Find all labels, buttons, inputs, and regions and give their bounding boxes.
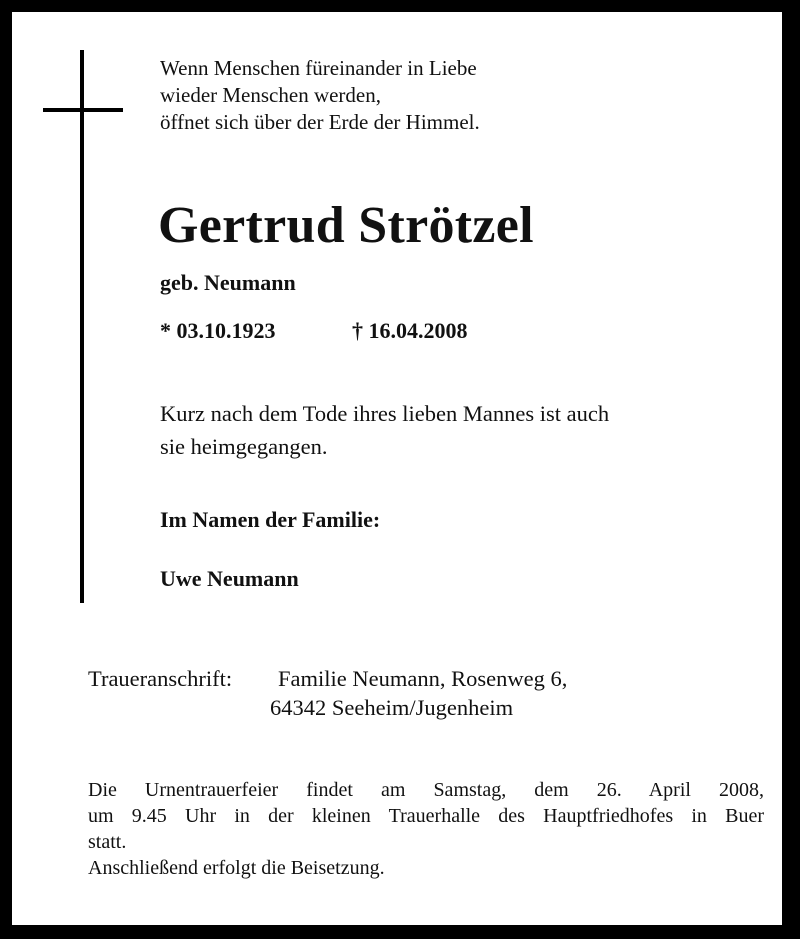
ceremony-line: statt. — [88, 831, 127, 853]
message-line: Kurz nach dem Tode ihres lieben Mannes ist auch — [160, 401, 610, 426]
motto-line: wieder Menschen werden, — [160, 83, 381, 107]
address-line-1: Familie Neumann, Rosenweg 6, — [278, 666, 568, 691]
motto-line: Wenn Menschen füreinander in Liebe — [160, 56, 477, 80]
address-line-2: 64342 Seeheim/Jugenheim — [270, 695, 514, 720]
ceremony-line: Die Urnentrauerfeier findet am Samstag, dem 26. April 2008, — [88, 779, 764, 801]
motto-line: öffnet sich über der Erde der Himmel. — [160, 110, 480, 134]
obituary-message — [160, 397, 760, 463]
message-line: sie heimgegangen. — [160, 434, 328, 459]
address-label: Traueranschrift: — [88, 666, 233, 691]
ceremony-notice — [88, 777, 764, 881]
signer-name: Uwe Neumann — [160, 566, 299, 591]
birth-date: * 03.10.1923 — [160, 318, 276, 343]
death-date: † 16.04.2008 — [352, 318, 468, 343]
motto-quote — [160, 55, 480, 136]
cross-icon-vertical — [80, 50, 84, 603]
maiden-name: geb. Neumann — [160, 270, 296, 295]
deceased-name: Gertrud Strötzel — [158, 197, 534, 254]
ceremony-line: Anschließend erfolgt die Beisetzung. — [88, 857, 385, 879]
ceremony-line: um 9.45 Uhr in der kleinen Trauerhalle des Hauptfriedhofes in Buer — [88, 805, 764, 827]
family-label: Im Namen der Familie: — [160, 507, 381, 532]
cross-icon-horizontal — [43, 108, 123, 112]
